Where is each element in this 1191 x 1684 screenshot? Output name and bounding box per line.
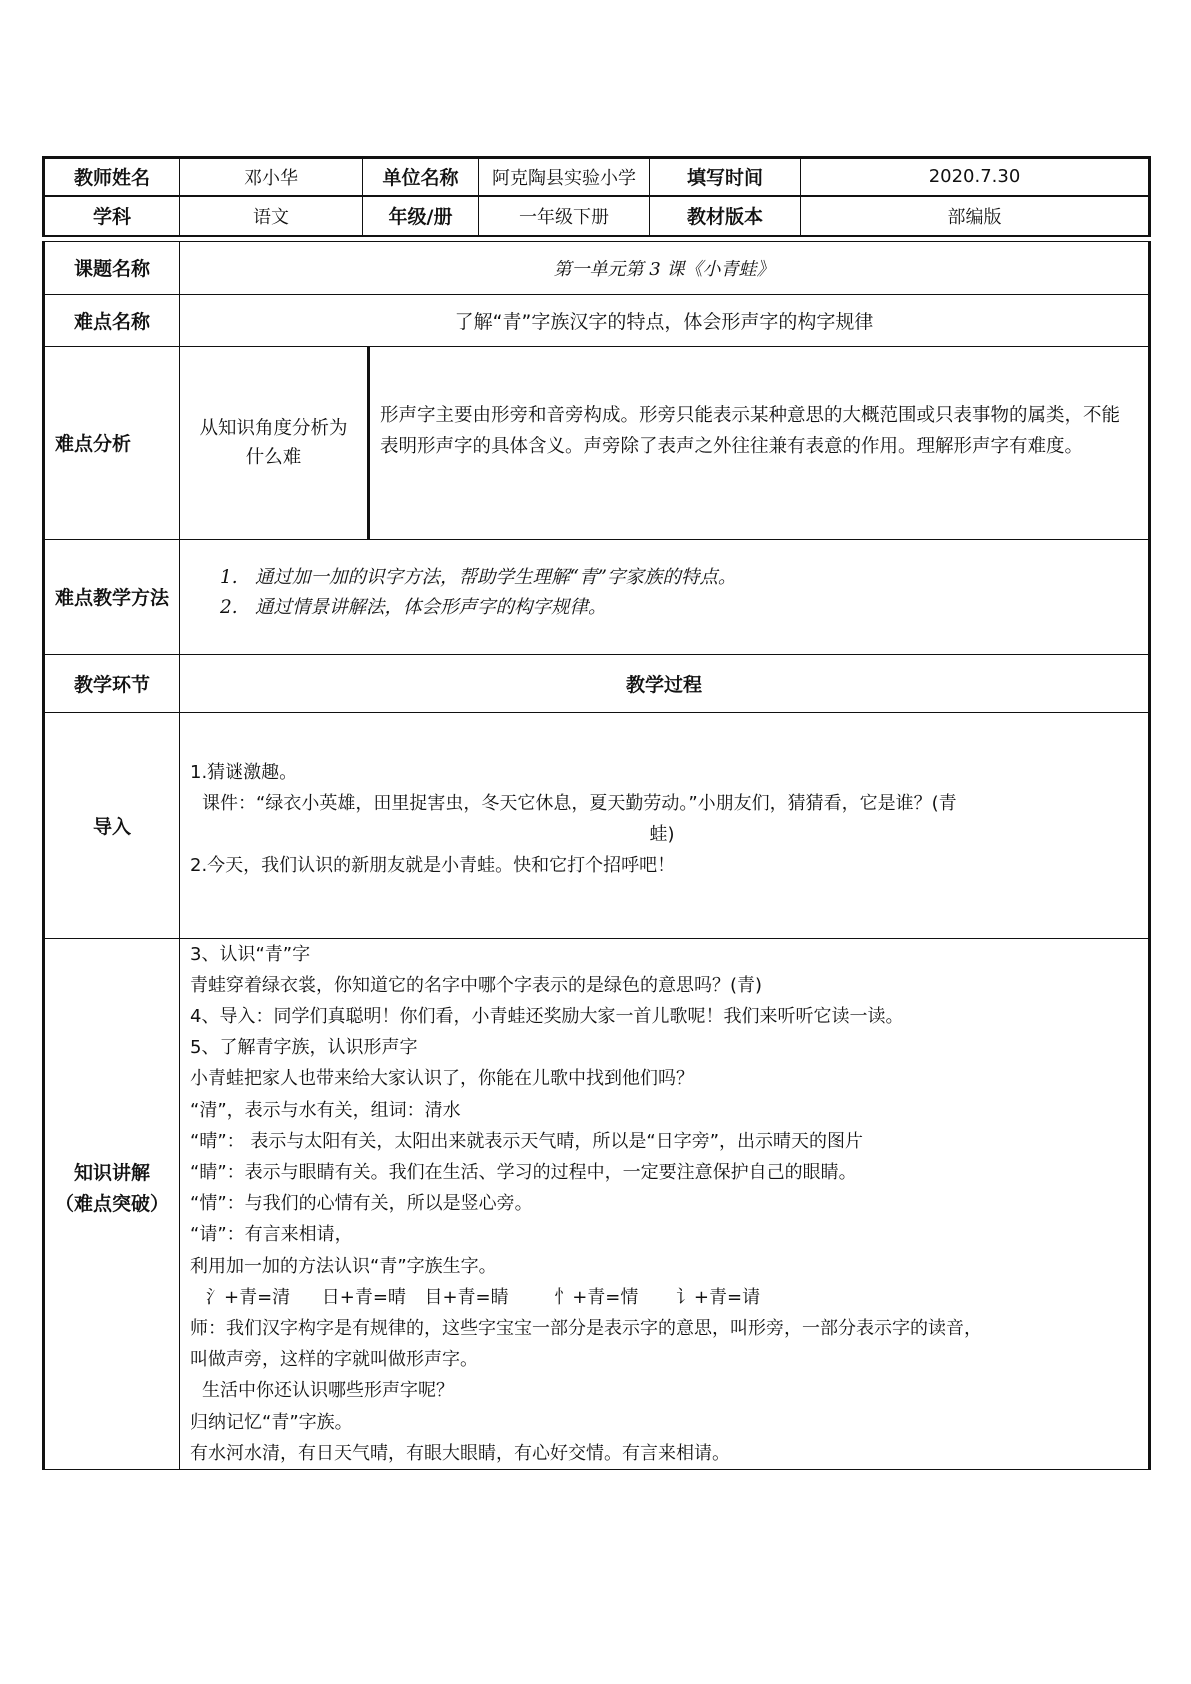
knowledge-line: 叫做声旁，这样的字就叫做形声字。 bbox=[190, 1349, 478, 1371]
formula-item: 目+青=睛 bbox=[424, 1286, 509, 1308]
knowledge-content bbox=[180, 938, 1150, 1469]
edition-value: 部编版 bbox=[801, 196, 1150, 236]
method-text: 通过加一加的识字方法，帮助学生理解“青”字家族的特点。 bbox=[255, 566, 737, 588]
methods-list bbox=[180, 539, 1150, 654]
topic-value: 第一单元第 3 课《小青蛙》 bbox=[180, 241, 1150, 294]
knowledge-line: 青蛙穿着绿衣裳，你知道它的名字中哪个字表示的是绿色的意思吗？(青) bbox=[190, 974, 763, 996]
unit-label: 单位名称 bbox=[363, 158, 479, 196]
intro-content bbox=[180, 712, 1150, 938]
difficulty-row bbox=[44, 294, 1150, 346]
unit-value: 阿克陶县实验小学 bbox=[479, 158, 650, 196]
header-row-2 bbox=[44, 196, 1150, 236]
edition-label: 教材版本 bbox=[650, 196, 801, 236]
teacher-label: 教师姓名 bbox=[44, 158, 180, 196]
process-header-row bbox=[44, 654, 1150, 712]
method-text: 通过情景讲解法，体会形声字的构字规律。 bbox=[255, 596, 607, 618]
formula-item: 忄+青=情 bbox=[554, 1286, 639, 1308]
difficulty-value: 了解“青”字族汉字的特点，体会形声字的构字规律 bbox=[180, 294, 1150, 346]
body-table bbox=[42, 241, 1151, 1470]
grade-value: 一年级下册 bbox=[479, 196, 650, 236]
knowledge-line: “情”：与我们的心情有关，所以是竖心旁。 bbox=[190, 1193, 533, 1215]
topic-row bbox=[44, 241, 1150, 294]
knowledge-line: 师：我们汉字构字是有规律的，这些字宝宝一部分是表示字的意思，叫形旁，一部分表示字的读音， bbox=[190, 1317, 982, 1339]
lesson-plan-sheet bbox=[42, 156, 1148, 1470]
grade-label: 年级/册 bbox=[363, 196, 479, 236]
formula-item: 氵+青=清 bbox=[206, 1286, 291, 1308]
intro-line: 蛙) bbox=[649, 824, 675, 845]
header-row-1 bbox=[44, 158, 1150, 196]
knowledge-line: 3、认识“青”字 bbox=[190, 943, 311, 965]
knowledge-line: 4、导入：同学们真聪明！你们看，小青蛙还奖励大家一首儿歌呢！我们来听听它读一读。 bbox=[190, 1005, 904, 1027]
knowledge-row bbox=[44, 938, 1150, 1469]
subject-label: 学科 bbox=[44, 196, 180, 236]
formula-item: 讠+青=请 bbox=[675, 1286, 761, 1308]
intro-label: 导入 bbox=[44, 712, 180, 938]
process-label: 教学过程 bbox=[180, 654, 1150, 712]
knowledge-label-2: （难点突破） bbox=[54, 1192, 169, 1215]
analysis-label: 难点分析 bbox=[44, 346, 180, 539]
intro-text bbox=[190, 757, 1134, 882]
method-item bbox=[220, 563, 1148, 593]
subject-value: 语文 bbox=[180, 196, 363, 236]
teacher-value: 邓小华 bbox=[180, 158, 363, 196]
analysis-text: 形声字主要由形旁和音旁构成。形旁只能表示某种意思的大概范围或只表事物的属类，不能表明形声字的具体含义。声旁除了表声之外往往兼有表意的作用。理解形声字有难度。 bbox=[369, 346, 1150, 539]
methods-label: 难点教学方法 bbox=[44, 539, 180, 654]
intro-line: 1.猜谜激趣。 bbox=[190, 761, 298, 783]
knowledge-line: 小青蛙把家人也带来给大家认识了，你能在儿歌中找到他们吗？ bbox=[190, 1068, 694, 1090]
date-label: 填写时间 bbox=[650, 158, 801, 196]
date-value: 2020.7.30 bbox=[801, 158, 1150, 196]
intro-line: 课件：“绿衣小英雄，田里捉害虫，冬天它休息，夏天勤劳动。”小朋友们，猜猜看，它是谁？(青 bbox=[202, 792, 957, 814]
methods-row bbox=[44, 539, 1150, 654]
formula-line bbox=[190, 1282, 1138, 1313]
knowledge-line: 生活中你还认识哪些形声字呢？ bbox=[202, 1380, 454, 1402]
knowledge-line: “请”：有言来相请， bbox=[190, 1224, 353, 1246]
knowledge-line: 归纳记忆“青”字族。 bbox=[190, 1411, 353, 1433]
analysis-sublabel: 从知识角度分析为什么难 bbox=[180, 346, 369, 539]
knowledge-line: “晴”： 表示与太阳有关，太阳出来就表示天气晴，所以是“日字旁”，出示晴天的图片 bbox=[190, 1130, 864, 1152]
knowledge-line: 5、了解青字族，认识形声字 bbox=[190, 1037, 418, 1059]
header-table bbox=[42, 156, 1151, 237]
knowledge-label bbox=[44, 938, 180, 1469]
knowledge-line: 利用加一加的方法认识“青”字族生字。 bbox=[190, 1255, 497, 1277]
knowledge-line: “清”，表示与水有关，组词：清水 bbox=[190, 1099, 461, 1121]
knowledge-line: “睛”：表示与眼睛有关。我们在生活、学习的过程中，一定要注意保护自己的眼睛。 bbox=[190, 1161, 857, 1183]
method-num: 2. bbox=[220, 596, 238, 618]
topic-label: 课题名称 bbox=[44, 241, 180, 294]
difficulty-label: 难点名称 bbox=[44, 294, 180, 346]
method-item bbox=[220, 593, 1148, 623]
knowledge-label-1: 知识讲解 bbox=[73, 1161, 150, 1184]
method-num: 1. bbox=[220, 566, 238, 588]
intro-row bbox=[44, 712, 1150, 938]
intro-line: 2.今天，我们认识的新朋友就是小青蛙。快和它打个招呼吧！ bbox=[190, 855, 676, 877]
knowledge-line: 有水河水清，有日天气晴，有眼大眼睛，有心好交情。有言来相请。 bbox=[190, 1442, 730, 1464]
formula-item: 日+青=晴 bbox=[321, 1286, 406, 1308]
stage-label: 教学环节 bbox=[44, 654, 180, 712]
knowledge-text bbox=[190, 939, 1138, 1469]
analysis-row bbox=[44, 346, 1150, 539]
